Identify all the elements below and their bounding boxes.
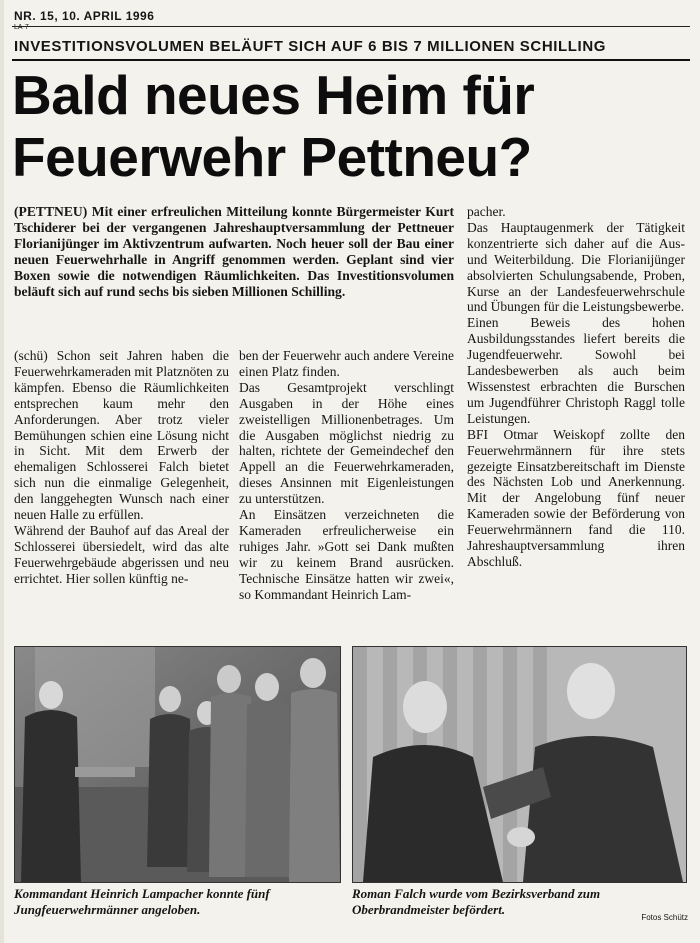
top-rule (12, 26, 690, 27)
col3-paragraph: BFI Otmar Weiskopf zollte den Feuerwehrmännern für ihre stets gezeigte Einsatzbereitschaft im Dienste des Nächsten Lob und Anerkennung. Mit der Angelobung fünf neuer Kameraden sowie der Beförderung von Feuerwehrmännern fand die 110. Jahreshauptversammlung ihren Abschluß. (467, 426, 685, 569)
lead-paragraph: (PETTNEU) Mit einer erfreulichen Mitteilung konnte Bürgermeister Kurt Tschiderer bei der vergangenen Jahreshauptversammlung der Pettneuer Florianijünger im Aktivzentrum aufwarten. Noch heuer soll der Bau einer neuen Feuerwehrhalle in Angriff genommen werden. Geplant sind vier Boxen sowie die notwendigen Räumlichkeiten. Das Investitionsvolumen beläuft sich auf rund sechs bis sieben Millionen Schilling. (14, 204, 454, 299)
kicker-rule (12, 59, 690, 61)
col2-paragraph: ben der Feuerwehr auch andere Vereine einen Platz finden. (239, 348, 454, 379)
headline-line-1: Bald neues Heim für (12, 64, 535, 126)
col3-paragraph: pacher. (467, 204, 506, 219)
scan-edge (0, 0, 4, 943)
col1-paragraph: (schü) Schon seit Jahren haben die Feuerwehrkameraden mit Platznöten zu kämpfen. Ebenso die Räumlichkeiten entsprechen kaum mehr den Anforderungen. Aber trotz vieler Bemühungen schien eine Lösung nicht in Sicht. Mit dem Erwerb der ehemaligen Schlosserei Falch bietet sich nun die einmalige Gelegenheit, den langgehegten Wunsch nach einer neuen Halle zu erfüllen. (14, 348, 229, 523)
photo-promotion-image (353, 647, 686, 882)
article-column-1 (14, 348, 229, 587)
col1-paragraph: Während der Bauhof auf das Areal der Schlosserei übersiedelt, wird das alte Feuerwehrgebäude abgerissen und neu errichtet. Hier sollen künftig ne- (14, 522, 229, 586)
kicker: INVESTITIONSVOLUMEN BELÄUFT SICH AUF 6 BIS 7 MILLIONEN SCHILLING (14, 38, 607, 55)
col3-paragraph: Das Hauptaugenmerk der Tätigkeit konzentrierte sich daher auf die Aus- und Weiterbildung. Die Florianijünger absolvierten Schulungsabende, Proben, Kurse an der Landesfeuerwehrschule und Übungen für die Leistungsbewerbe. (467, 219, 685, 315)
photo-promotion (352, 646, 687, 883)
photo-swearing-in (14, 646, 341, 883)
article-column-3 (467, 204, 685, 570)
article-column-2 (239, 348, 454, 603)
page-code: LA-7 (14, 24, 29, 31)
photo-credit: Fotos Schütz (641, 913, 688, 922)
caption-right: Roman Falch wurde vom Bezirksverband zum Oberbrandmeister befördert. (352, 886, 601, 917)
headline-line-2: Feuerwehr Pettneu? (12, 126, 532, 188)
col3-paragraph: Einen Beweis des hohen Ausbildungsstandes liefert bereits die Jugendfeuerwehr. Sowohl bei Landesbewerben als auch beim Wissenstest erbrachten die Burschen um Jugendführer Christoph Raggl tolle Leistungen. (467, 315, 685, 426)
caption-left: Kommandant Heinrich Lampacher konnte fünf Jungfeuerwehrmänner angeloben. (14, 886, 270, 917)
issue-date: NR. 15, 10. APRIL 1996 (14, 9, 155, 23)
col2-paragraph: Das Gesamtprojekt verschlingt Ausgaben in der Höhe eines zweistelligen Millionenbetrages. Um die Ausgaben möglichst niedrig zu halten, richtete der Gemeindechef den Appell an die Feuerwehrkameraden, dieses Ansinnen mit Eigenleistungen zu unterstützen. (239, 379, 454, 507)
col2-paragraph: An Einsätzen verzeichneten die Kameraden erfreulicherweise ein ruhiges Jahr. »Gott sei Dank mußten wir zu keinem Brand ausrücken. Technische Einsätze hatten wir zwei«, so Kommandant Heinrich Lam- (239, 507, 454, 602)
headline (12, 64, 692, 188)
photo-swearing-in-image (15, 647, 340, 882)
